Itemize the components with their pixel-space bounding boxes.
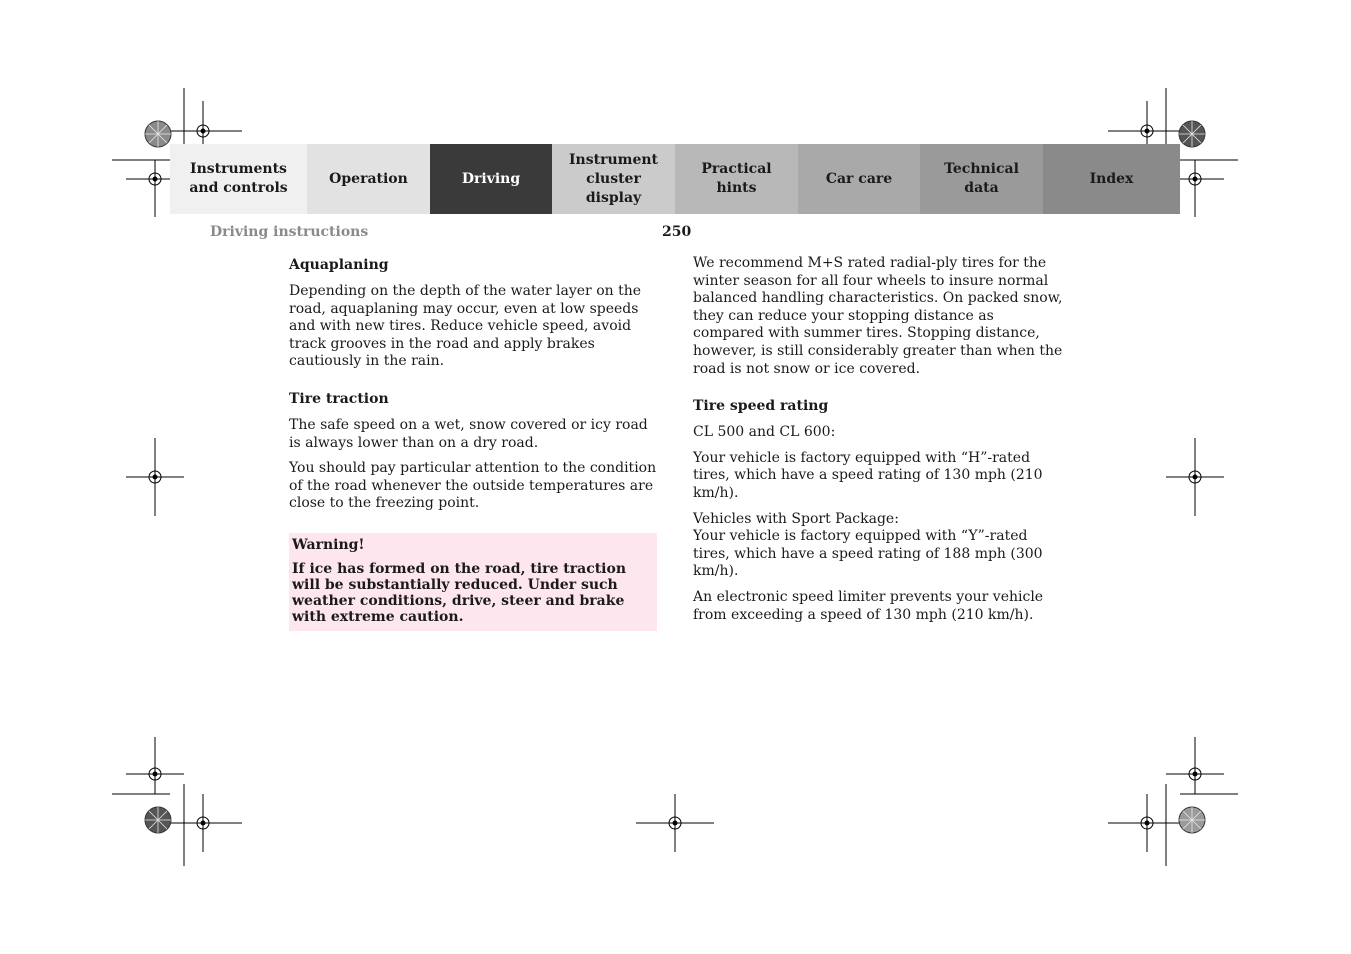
models-label: CL 500 and CL 600:: [693, 424, 836, 441]
sport-package-label: Vehicles with Sport Package:: [693, 510, 899, 527]
warning-text: If ice has formed on the road, tire traction will be substantially reduced. Under such weather conditions, drive, steer and brake with extreme caution.: [292, 560, 627, 625]
speed-limiter-text: An electronic speed limiter prevents your vehicle from exceeding a speed of 130 mph (210 km/h).: [693, 588, 1044, 623]
tire-traction-text-2: You should pay particular attention to the condition of the road whenever the outside temperatures are close to the freezing point.: [289, 460, 657, 512]
right-column: [693, 255, 1063, 632]
tab-label: Car care: [825, 170, 893, 187]
tab-label: Instrument cluster display: [569, 151, 658, 206]
warning-title: Warning!: [292, 536, 365, 553]
tab-operation[interactable]: [307, 144, 430, 214]
tab-label: Practical hints: [701, 161, 772, 196]
aquaplaning-heading: Aquaplaning: [289, 257, 389, 273]
section-tab-bar: [170, 144, 1180, 214]
tab-driving[interactable]: [430, 144, 552, 214]
tab-label: Driving: [461, 170, 521, 187]
tab-instrument-cluster-display[interactable]: [552, 144, 675, 214]
aquaplaning-text: Depending on the depth of the water layer on the road, aquaplaning may occur, even at low speeds and with new tires. Reduce vehicle speed, avoid track grooves in the road and apply brakes cautiously in the rain.: [289, 283, 642, 370]
tab-label: Instruments and controls: [189, 161, 288, 196]
left-column: [289, 255, 657, 631]
tab-practical-hints[interactable]: [675, 144, 798, 214]
tab-instruments-and-controls[interactable]: [170, 144, 307, 214]
tire-speed-rating-heading: Tire speed rating: [693, 398, 829, 415]
tire-traction-text-1: The safe speed on a wet, snow covered or icy road is always lower than on a dry road.: [289, 416, 648, 451]
tab-technical-data[interactable]: [920, 144, 1043, 214]
section-title: Driving instructions: [210, 224, 369, 240]
tab-index[interactable]: [1043, 144, 1180, 214]
tab-label: Technical data: [944, 161, 1019, 196]
tab-label: Index: [1089, 170, 1134, 187]
h-rated-text: Your vehicle is factory equipped with “H”-rated tires, which have a speed rating of 130 mph (210 km/h).: [693, 449, 1043, 501]
y-rated-text: Your vehicle is factory equipped with “Y”-rated tires, which have a speed rating of 188 mph (300 km/h).: [693, 528, 1043, 580]
winter-tires-text: We recommend M+S rated radial-ply tires for the winter season for all four wheels to insure normal balanced handling characteristics. On packed snow, they can reduce your stopping distance as compared with summer tires. Stopping distance, however, is still considerably greater than when the road is not snow or ice covered.: [693, 255, 1063, 377]
tab-car-care[interactable]: [798, 144, 920, 214]
tire-traction-heading: Tire traction: [289, 390, 389, 407]
warning-box: [289, 533, 657, 631]
tab-label: Operation: [329, 170, 408, 187]
page-number: 250: [662, 224, 692, 240]
